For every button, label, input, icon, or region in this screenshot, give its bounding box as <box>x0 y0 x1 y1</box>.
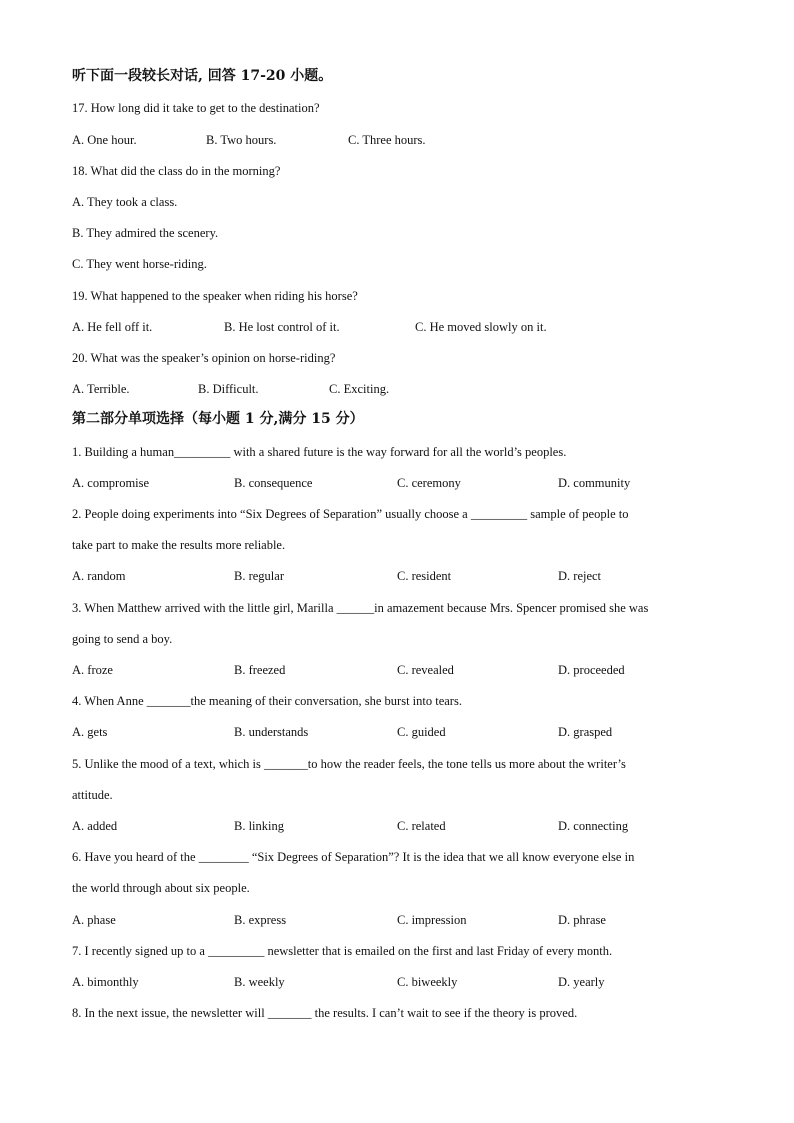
question-stem-continued: attitude. <box>72 788 113 802</box>
question-stem: 18. What did the class do in the morning? <box>72 164 281 178</box>
option-c: C. Exciting. <box>329 382 390 396</box>
option-a: A. phase <box>72 913 116 927</box>
option-d: D. grasped <box>558 725 613 739</box>
option-b: B. freezed <box>234 663 286 677</box>
option-a: A. added <box>72 819 118 833</box>
option-d: D. connecting <box>558 819 629 833</box>
option-d: D. reject <box>558 569 602 583</box>
option-c: C. biweekly <box>397 975 458 989</box>
question-stem: 20. What was the speaker’s opinion on horse-riding? <box>72 351 336 365</box>
option-a: A. Terrible. <box>72 382 130 396</box>
option-c: C. resident <box>397 569 452 583</box>
option-c: C. He moved slowly on it. <box>415 320 547 334</box>
option-c: C. impression <box>397 913 467 927</box>
question-stem: 4. When Anne _______the meaning of their conversation, she burst into tears. <box>72 694 462 708</box>
option-c: C. Three hours. <box>348 133 426 147</box>
option-a: A. He fell off it. <box>72 320 153 334</box>
option-b: B. regular <box>234 569 284 583</box>
question-stem-continued: going to send a boy. <box>72 632 173 646</box>
option-b: B. They admired the scenery. <box>72 226 219 240</box>
option-b: B. linking <box>234 819 285 833</box>
question-stem: 1. Building a human_________ with a shared future is the way forward for all the world’s peoples. <box>72 445 567 459</box>
option-a: A. gets <box>72 725 108 739</box>
option-b: B. weekly <box>234 975 285 989</box>
question-stem: 6. Have you heard of the ________ “Six Degrees of Separation”? It is the idea that we all know everyone else in <box>72 850 635 864</box>
option-c: C. They went horse-riding. <box>72 257 207 271</box>
question-stem: 3. When Matthew arrived with the little girl, Marilla ______in amazement because Mrs. Spencer promised she was <box>72 601 649 615</box>
option-b: B. He lost control of it. <box>224 320 340 334</box>
option-d: D. phrase <box>558 913 606 927</box>
question-stem: 19. What happened to the speaker when riding his horse? <box>72 289 358 303</box>
option-a: A. bimonthly <box>72 975 139 989</box>
option-d: D. community <box>558 476 631 490</box>
option-d: D. yearly <box>558 975 605 989</box>
option-c: C. related <box>397 819 446 833</box>
option-c: C. revealed <box>397 663 454 677</box>
question-stem: 8. In the next issue, the newsletter will _______ the results. I can’t wait to see if the theory is proved. <box>72 1006 578 1020</box>
option-b: B. Two hours. <box>206 133 277 147</box>
option-a: A. froze <box>72 663 113 677</box>
option-b: B. consequence <box>234 476 313 490</box>
option-a: A. One hour. <box>72 133 137 147</box>
option-a: A. compromise <box>72 476 150 490</box>
option-c: C. ceremony <box>397 476 461 490</box>
section-heading-listening: 听下面一段较长对话, 回答 17-20 小题。 <box>72 68 333 84</box>
option-a: A. They took a class. <box>72 195 178 209</box>
option-b: B. Difficult. <box>198 382 259 396</box>
question-stem-continued: the world through about six people. <box>72 881 250 895</box>
question-stem: 17. How long did it take to get to the destination? <box>72 101 320 115</box>
section-heading-single-choice: 第二部分单项选择（每小题 1 分,满分 15 分） <box>72 411 364 427</box>
option-d: D. proceeded <box>558 663 625 677</box>
option-b: B. understands <box>234 725 309 739</box>
option-b: B. express <box>234 913 287 927</box>
question-stem-continued: take part to make the results more reliable. <box>72 538 286 552</box>
option-c: C. guided <box>397 725 446 739</box>
question-stem: 7. I recently signed up to a _________ newsletter that is emailed on the first and last Friday of every month. <box>72 944 613 958</box>
question-stem: 2. People doing experiments into “Six Degrees of Separation” usually choose a _________ sample of people to <box>72 507 629 521</box>
option-a: A. random <box>72 569 126 583</box>
question-stem: 5. Unlike the mood of a text, which is _______to how the reader feels, the tone tells us more about the writer’s <box>72 757 626 771</box>
